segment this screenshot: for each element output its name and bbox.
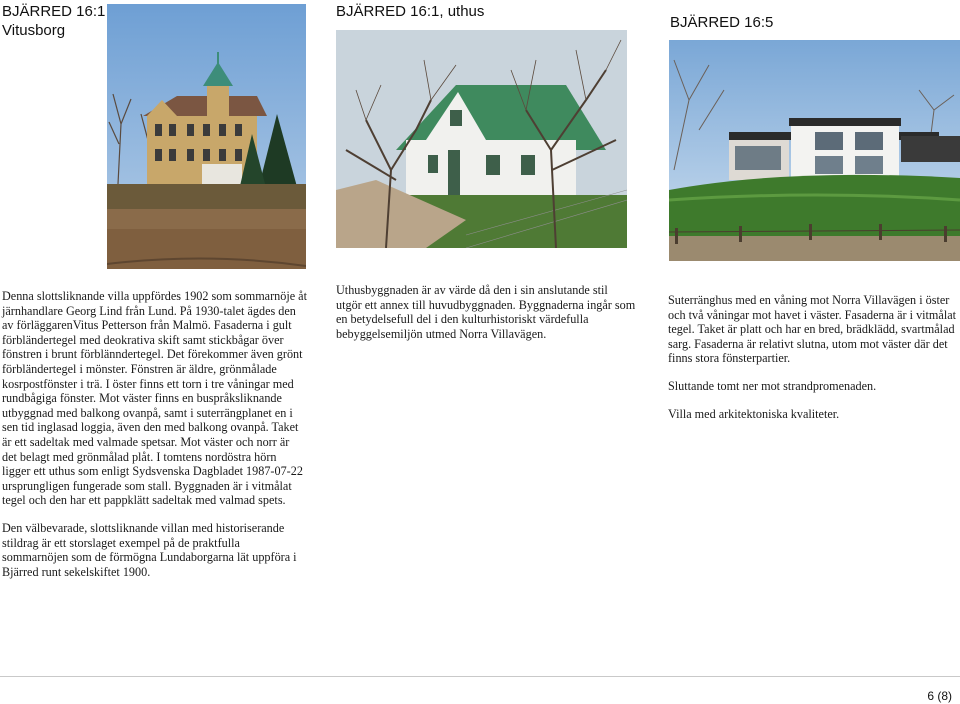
heading-line: BJÄRRED 16:1, uthus	[336, 3, 485, 20]
heading-line: Vitusborg	[2, 22, 66, 39]
footer-divider	[0, 676, 960, 677]
paragraph: Uthusbyggnaden är av värde då den i sin anslutande stil utgör ett annex till huvudbyggnaden. Byggnaderna ingår som en betydelsefull del i den kulturhistoriskt värdefulla bebyggelsemiljön utmed Norra Villavägen.	[336, 283, 636, 341]
description-16-5	[668, 293, 960, 434]
photo-16-5	[669, 40, 960, 261]
paragraph: Sluttande tomt ner mot strandpromenaden.	[668, 378, 877, 393]
photo-vitusborg	[107, 4, 306, 269]
paragraph: Villa med arkitektoniska kvaliteter.	[668, 406, 840, 421]
photo-uthus	[336, 30, 627, 248]
paragraph: Denna slottsliknande villa uppfördes 1902 som sommarnöje åt järnhandlare Georg Lind från Lund. På 1930-talet ägdes den av förläggarenVitus Petterson från Malmö. Fasaderna i gult förbländertegel med deokrativa skift samt stickbågar över fönstren i brunt förblänndertegel. Det förekommer även grönt förbländertegel i mönster. Fönstren är äldre, grönmålade kosrpostfönster i trä. I öster finns ett torn i tre våningar med rundbågiga fönster. Mot väster finns en buspråksliknande utbyggnad med balkong ovanpå, samt i suterrängplanet en i sen tid inglasad loggia, även den med balkong ovanpå. Taket är ett sadeltak med valmade spetsar. Mot väster och norr är det belagt med grönmålad plåt. I tomtens nordöstra hörn ligger ett uthus som enligt Sydsvenska Dagbladet 1987-07-22 ursprungligen fungerade som stall. Byggnaden är i vitmålat tegel och den har ett pappklätt sadeltak med valmad spets.	[2, 289, 307, 508]
heading-line: BJÄRRED 16:1	[2, 3, 106, 20]
heading-line: BJÄRRED 16:5	[670, 14, 774, 31]
property-heading-16-1-uthus	[336, 2, 484, 21]
page-number: 6 (8)	[927, 689, 952, 703]
paragraph: Suterränghus med en våning mot Norra Villavägen i öster och två våningar mot havet i väster. Fasaderna är i vitmålat tegel. Taket är platt och har en bred, brädklädd, svartmålad sarg. Fasaderna är relativt slutna, utom mot väster där det finns stora fönsterpartier.	[668, 293, 957, 366]
property-heading-16-1	[2, 2, 105, 40]
property-heading-16-5	[670, 13, 773, 32]
description-16-1	[2, 289, 307, 592]
description-16-1-uthus	[336, 283, 636, 354]
paragraph: Den välbevarade, slottsliknande villan med historiserande stildrag är ett storslaget exempel på de praktfulla sommarnöjen som de förmögna Lundaborgarna lät uppföra i Bjärred runt sekelskiftet 1900.	[2, 520, 297, 579]
